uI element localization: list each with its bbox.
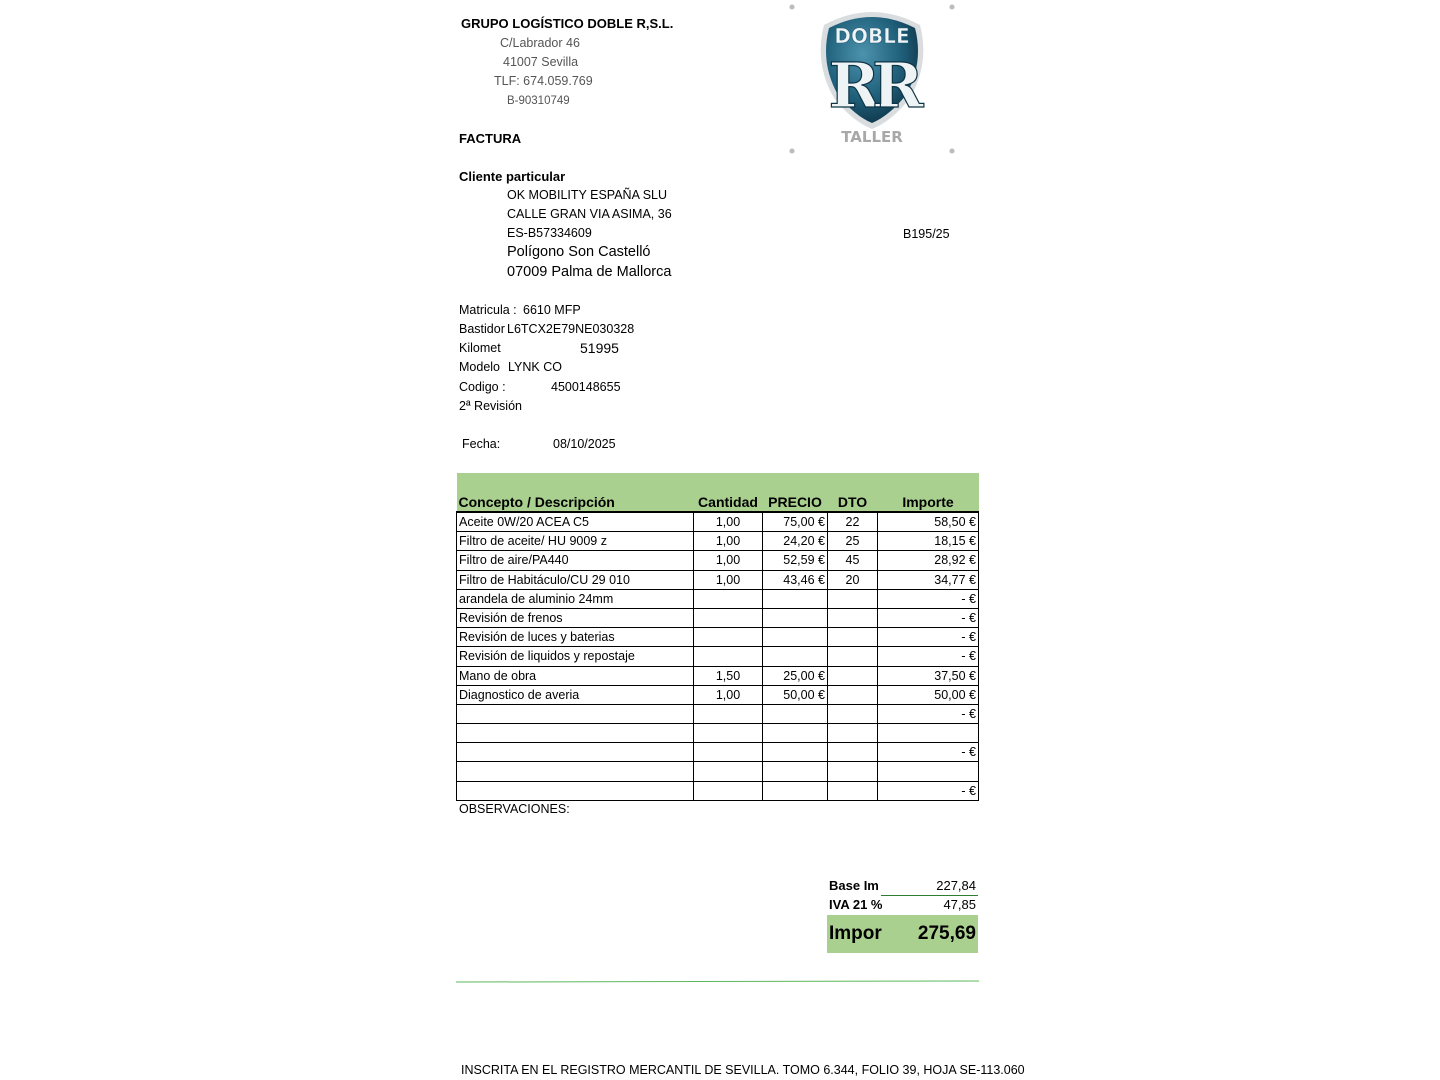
client-city: 07009 Palma de Mallorca <box>507 264 672 280</box>
cell-precio: 50,00 € <box>763 685 828 704</box>
cell-importe <box>878 724 979 743</box>
cell-precio <box>763 608 828 627</box>
client-name: OK MOBILITY ESPAÑA SLU <box>507 188 668 202</box>
cell-concepto <box>457 724 694 743</box>
cell-concepto: arandela de aluminio 24mm <box>457 589 694 608</box>
cell-concepto <box>457 704 694 723</box>
logo-letters: RR <box>828 49 916 122</box>
invoice-number: B195/25 <box>903 227 950 241</box>
cell-precio <box>763 628 828 647</box>
cell-dto: 25 <box>828 532 878 551</box>
grand-total-row <box>827 915 978 953</box>
logo-bottom-text: TALLER <box>841 128 903 146</box>
cell-concepto: Aceite 0W/20 ACEA C5 <box>457 512 694 532</box>
cell-cantidad <box>694 762 763 781</box>
matricula-value: 6610 MFP <box>523 303 581 317</box>
cell-importe: - € <box>878 608 979 627</box>
cell-importe: - € <box>878 589 979 608</box>
modelo-value: LYNK CO <box>508 360 562 374</box>
table-row <box>457 647 979 666</box>
table-row <box>457 608 979 627</box>
matricula-label: Matricula : <box>459 303 517 317</box>
cell-concepto: Filtro de Habitáculo/CU 29 010 <box>457 570 694 589</box>
cell-precio <box>763 704 828 723</box>
table-row <box>457 551 979 570</box>
cell-importe: 18,15 € <box>878 532 979 551</box>
cell-cantidad: 1,00 <box>694 685 763 704</box>
cell-importe: 28,92 € <box>878 551 979 570</box>
cell-precio <box>763 743 828 762</box>
table-row <box>457 512 979 532</box>
table-row <box>457 589 979 608</box>
cell-precio <box>763 647 828 666</box>
cell-dto <box>828 781 878 800</box>
cell-importe: - € <box>878 628 979 647</box>
cell-concepto: Diagnostico de averia <box>457 685 694 704</box>
table-row <box>457 666 979 685</box>
company-phone: TLF: 674.059.769 <box>494 74 593 88</box>
cell-importe: - € <box>878 743 979 762</box>
codigo-label: Codigo : <box>459 380 506 394</box>
cell-cantidad <box>694 724 763 743</box>
company-city: 41007 Sevilla <box>503 55 579 69</box>
cell-dto <box>828 647 878 666</box>
total-label: Impor <box>829 923 882 944</box>
date-label: Fecha: <box>462 437 501 451</box>
client-area: Polígono Son Castelló <box>507 244 651 260</box>
cell-importe: 34,77 € <box>878 570 979 589</box>
bastidor-label: Bastidor <box>459 322 505 336</box>
cell-dto: 22 <box>828 512 878 532</box>
cell-importe: - € <box>878 704 979 723</box>
iva-label: IVA 21 % <box>829 897 883 912</box>
cell-concepto <box>457 762 694 781</box>
cell-dto <box>828 608 878 627</box>
header-importe: Importe <box>878 473 979 512</box>
iva-row <box>827 896 978 915</box>
cell-dto <box>828 704 878 723</box>
cell-cantidad: 1,50 <box>694 666 763 685</box>
table-row <box>457 628 979 647</box>
logo-top-text: DOBLE <box>834 24 910 48</box>
base-value: 227,84 <box>936 878 976 893</box>
client-heading: Cliente particular <box>459 169 566 184</box>
header-dto: DTO <box>828 473 878 512</box>
observations-label: OBSERVACIONES: <box>459 802 570 816</box>
modelo-label: Modelo <box>459 360 500 374</box>
bastidor-value: L6TCX2E79NE030328 <box>507 322 635 336</box>
base-label: Base Im <box>829 878 879 893</box>
cell-concepto: Filtro de aire/PA440 <box>457 551 694 570</box>
client-street: CALLE GRAN VIA ASIMA, 36 <box>507 207 672 221</box>
cell-importe <box>878 762 979 781</box>
cell-concepto: Filtro de aceite/ HU 9009 z <box>457 532 694 551</box>
cell-dto: 45 <box>828 551 878 570</box>
table-header-row <box>457 473 979 512</box>
company-logo <box>788 3 956 155</box>
cell-cantidad <box>694 704 763 723</box>
company-address: C/Labrador 46 <box>500 36 580 50</box>
cell-cantidad <box>694 781 763 800</box>
cell-precio <box>763 589 828 608</box>
company-name: GRUPO LOGÍSTICO DOBLE R,S.L. <box>461 16 674 31</box>
header-cantidad: Cantidad <box>694 473 763 512</box>
cell-cantidad: 1,00 <box>694 551 763 570</box>
table-row <box>457 762 979 781</box>
cell-concepto <box>457 743 694 762</box>
cell-dto <box>828 724 878 743</box>
cell-precio: 75,00 € <box>763 512 828 532</box>
date-value: 08/10/2025 <box>553 437 616 451</box>
cell-precio: 25,00 € <box>763 666 828 685</box>
cell-precio <box>763 762 828 781</box>
iva-value: 47,85 <box>943 897 976 912</box>
cell-dto <box>828 666 878 685</box>
cell-dto: 20 <box>828 570 878 589</box>
table-row <box>457 685 979 704</box>
cell-concepto: Mano de obra <box>457 666 694 685</box>
company-cif: B-90310749 <box>507 95 570 107</box>
table-row <box>457 781 979 800</box>
cell-precio: 24,20 € <box>763 532 828 551</box>
cell-importe: 50,00 € <box>878 685 979 704</box>
cell-cantidad <box>694 589 763 608</box>
document-type: FACTURA <box>459 131 522 146</box>
cell-cantidad: 1,00 <box>694 512 763 532</box>
cell-precio: 43,46 € <box>763 570 828 589</box>
header-precio: PRECIO <box>763 473 828 512</box>
cell-cantidad <box>694 608 763 627</box>
kilomet-value: 51995 <box>580 340 619 356</box>
service-type: 2ª Revisión <box>459 399 522 413</box>
cell-dto <box>828 743 878 762</box>
footer-separator <box>456 980 979 982</box>
codigo-value: 4500148655 <box>551 380 621 394</box>
cell-cantidad: 1,00 <box>694 532 763 551</box>
cell-precio <box>763 781 828 800</box>
total-value: 275,69 <box>917 923 976 944</box>
cell-importe: - € <box>878 781 979 800</box>
cell-precio <box>763 724 828 743</box>
cell-cantidad <box>694 647 763 666</box>
base-row <box>827 877 978 896</box>
kilomet-label: Kilomet <box>459 341 501 355</box>
table-row <box>457 743 979 762</box>
items-table <box>456 473 979 801</box>
table-row <box>457 532 979 551</box>
cell-importe: 58,50 € <box>878 512 979 532</box>
cell-cantidad: 1,00 <box>694 570 763 589</box>
header-concepto: Concepto / Descripción <box>457 473 694 512</box>
cell-concepto: Revisión de luces y baterias <box>457 628 694 647</box>
cell-concepto: Revisión de liquidos y repostaje <box>457 647 694 666</box>
cell-concepto <box>457 781 694 800</box>
cell-concepto: Revisión de frenos <box>457 608 694 627</box>
table-row <box>457 704 979 723</box>
cell-precio: 52,59 € <box>763 551 828 570</box>
cell-cantidad <box>694 628 763 647</box>
cell-dto <box>828 685 878 704</box>
cell-cantidad <box>694 743 763 762</box>
table-row <box>457 570 979 589</box>
cell-importe: 37,50 € <box>878 666 979 685</box>
cell-dto <box>828 628 878 647</box>
totals-block <box>827 877 978 953</box>
cell-dto <box>828 589 878 608</box>
footer-registry: INSCRITA EN EL REGISTRO MERCANTIL DE SEVILLA. TOMO 6.344, FOLIO 39, HOJA SE-113.060 <box>461 1063 1025 1077</box>
cell-importe: - € <box>878 647 979 666</box>
cell-dto <box>828 762 878 781</box>
client-cif: ES-B57334609 <box>507 226 592 240</box>
table-row <box>457 724 979 743</box>
